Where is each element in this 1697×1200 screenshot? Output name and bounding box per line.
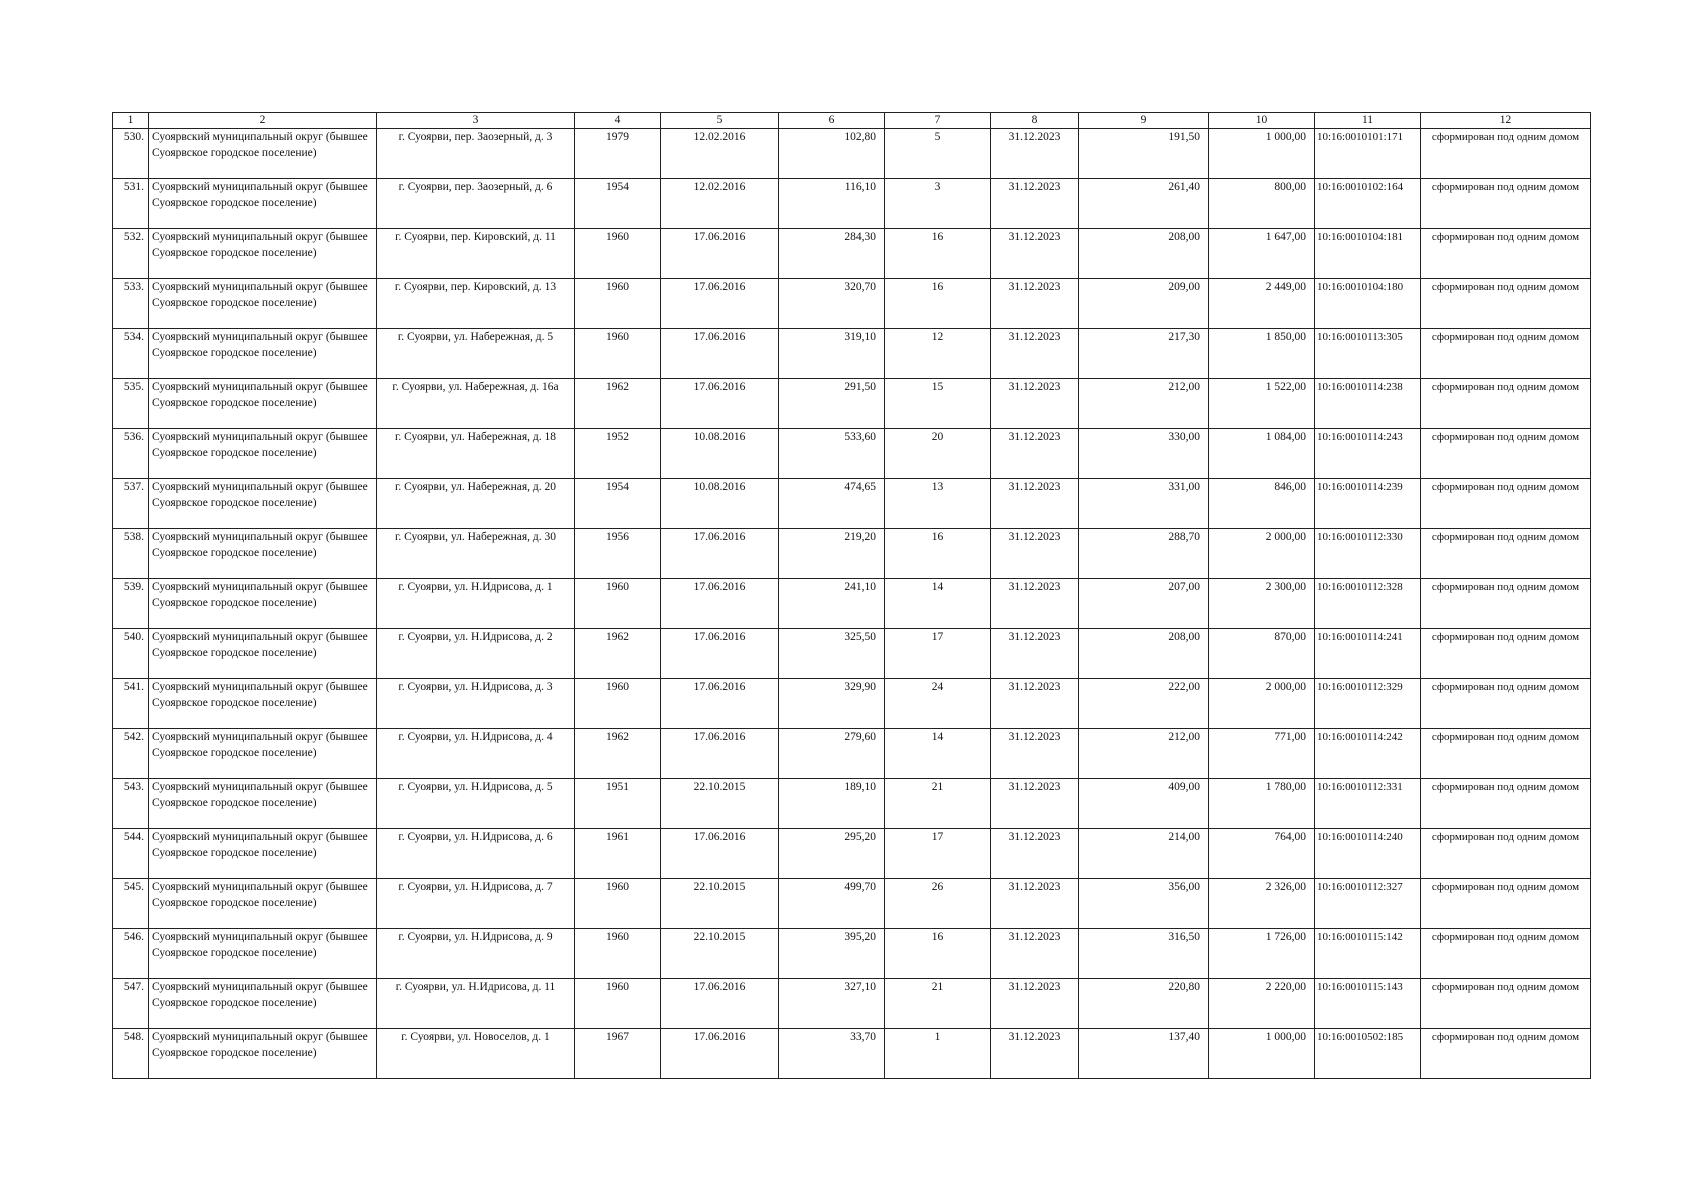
value-cell: 800,00 [1209, 179, 1315, 229]
row-number-cell: 530. [113, 129, 149, 179]
cadastral-number-cell: 10:16:0010114:243 [1315, 429, 1421, 479]
district-cell: Суоярвский муниципальный округ (бывшее Суоярвское городское поселение) [149, 379, 377, 429]
cadastral-number-cell: 10:16:0010114:241 [1315, 629, 1421, 679]
column-header: 1 [113, 113, 149, 129]
date-cell: 17.06.2016 [661, 329, 779, 379]
district-cell: Суоярвский муниципальный округ (бывшее Суоярвское городское поселение) [149, 729, 377, 779]
district-cell: Суоярвский муниципальный округ (бывшее Суоярвское городское поселение) [149, 629, 377, 679]
value-cell: 2 449,00 [1209, 279, 1315, 329]
area-cell: 395,20 [779, 929, 885, 979]
deadline-cell: 31.12.2023 [991, 629, 1079, 679]
table-row [113, 479, 1591, 529]
date-cell: 12.02.2016 [661, 179, 779, 229]
land-area-cell: 137,40 [1079, 1029, 1209, 1079]
status-cell: сформирован под одним домом [1421, 679, 1591, 729]
land-area-cell: 331,00 [1079, 479, 1209, 529]
table-row [113, 1029, 1591, 1079]
row-number-cell: 547. [113, 979, 149, 1029]
cadastral-number-cell: 10:16:0010112:330 [1315, 529, 1421, 579]
residents-cell: 15 [885, 379, 991, 429]
address-cell: г. Суоярви, ул. Набережная, д. 5 [377, 329, 575, 379]
status-cell: сформирован под одним домом [1421, 479, 1591, 529]
date-cell: 17.06.2016 [661, 729, 779, 779]
date-cell: 17.06.2016 [661, 829, 779, 879]
address-cell: г. Суоярви, ул. Набережная, д. 20 [377, 479, 575, 529]
address-cell: г. Суоярви, ул. Набережная, д. 18 [377, 429, 575, 479]
deadline-cell: 31.12.2023 [991, 779, 1079, 829]
year-cell: 1960 [575, 329, 661, 379]
status-cell: сформирован под одним домом [1421, 929, 1591, 979]
land-area-cell: 212,00 [1079, 729, 1209, 779]
land-area-cell: 356,00 [1079, 879, 1209, 929]
value-cell: 1 000,00 [1209, 129, 1315, 179]
deadline-cell: 31.12.2023 [991, 879, 1079, 929]
district-cell: Суоярвский муниципальный округ (бывшее Суоярвское городское поселение) [149, 529, 377, 579]
area-cell: 319,10 [779, 329, 885, 379]
table-body [113, 113, 1591, 1079]
cadastral-number-cell: 10:16:0010112:331 [1315, 779, 1421, 829]
column-header: 3 [377, 113, 575, 129]
value-cell: 2 000,00 [1209, 529, 1315, 579]
cadastral-number-cell: 10:16:0010114:240 [1315, 829, 1421, 879]
land-area-cell: 220,80 [1079, 979, 1209, 1029]
year-cell: 1951 [575, 779, 661, 829]
address-cell: г. Суоярви, пер. Заозерный, д. 6 [377, 179, 575, 229]
district-cell: Суоярвский муниципальный округ (бывшее Суоярвское городское поселение) [149, 829, 377, 879]
address-cell: г. Суоярви, ул. Н.Идрисова, д. 6 [377, 829, 575, 879]
row-number-cell: 543. [113, 779, 149, 829]
year-cell: 1952 [575, 429, 661, 479]
area-cell: 241,10 [779, 579, 885, 629]
date-cell: 22.10.2015 [661, 879, 779, 929]
residents-cell: 5 [885, 129, 991, 179]
year-cell: 1960 [575, 229, 661, 279]
address-cell: г. Суоярви, пер. Кировский, д. 13 [377, 279, 575, 329]
land-area-cell: 191,50 [1079, 129, 1209, 179]
status-cell: сформирован под одним домом [1421, 829, 1591, 879]
deadline-cell: 31.12.2023 [991, 229, 1079, 279]
row-number-cell: 545. [113, 879, 149, 929]
status-cell: сформирован под одним домом [1421, 529, 1591, 579]
row-number-cell: 540. [113, 629, 149, 679]
deadline-cell: 31.12.2023 [991, 329, 1079, 379]
cadastral-number-cell: 10:16:0010115:142 [1315, 929, 1421, 979]
area-cell: 116,10 [779, 179, 885, 229]
value-cell: 1 084,00 [1209, 429, 1315, 479]
column-header: 4 [575, 113, 661, 129]
district-cell: Суоярвский муниципальный округ (бывшее Суоярвское городское поселение) [149, 279, 377, 329]
deadline-cell: 31.12.2023 [991, 679, 1079, 729]
residents-cell: 16 [885, 929, 991, 979]
year-cell: 1962 [575, 729, 661, 779]
value-cell: 1 647,00 [1209, 229, 1315, 279]
year-cell: 1960 [575, 279, 661, 329]
cadastral-number-cell: 10:16:0010114:239 [1315, 479, 1421, 529]
year-cell: 1961 [575, 829, 661, 879]
district-cell: Суоярвский муниципальный округ (бывшее Суоярвское городское поселение) [149, 179, 377, 229]
row-number-cell: 531. [113, 179, 149, 229]
cadastral-number-cell: 10:16:0010101:171 [1315, 129, 1421, 179]
table-row [113, 829, 1591, 879]
date-cell: 12.02.2016 [661, 129, 779, 179]
land-area-cell: 409,00 [1079, 779, 1209, 829]
area-cell: 533,60 [779, 429, 885, 479]
residents-cell: 24 [885, 679, 991, 729]
area-cell: 327,10 [779, 979, 885, 1029]
residents-cell: 20 [885, 429, 991, 479]
row-number-cell: 546. [113, 929, 149, 979]
year-cell: 1962 [575, 629, 661, 679]
area-cell: 320,70 [779, 279, 885, 329]
deadline-cell: 31.12.2023 [991, 379, 1079, 429]
status-cell: сформирован под одним домом [1421, 179, 1591, 229]
value-cell: 870,00 [1209, 629, 1315, 679]
column-header: 11 [1315, 113, 1421, 129]
district-cell: Суоярвский муниципальный округ (бывшее Суоярвское городское поселение) [149, 129, 377, 179]
deadline-cell: 31.12.2023 [991, 479, 1079, 529]
status-cell: сформирован под одним домом [1421, 379, 1591, 429]
address-cell: г. Суоярви, ул. Н.Идрисова, д. 1 [377, 579, 575, 629]
table-row [113, 879, 1591, 929]
table-row [113, 779, 1591, 829]
area-cell: 291,50 [779, 379, 885, 429]
district-cell: Суоярвский муниципальный округ (бывшее Суоярвское городское поселение) [149, 479, 377, 529]
column-number-row [113, 113, 1591, 129]
row-number-cell: 536. [113, 429, 149, 479]
row-number-cell: 542. [113, 729, 149, 779]
table-row [113, 729, 1591, 779]
residents-cell: 17 [885, 829, 991, 879]
date-cell: 17.06.2016 [661, 279, 779, 329]
area-cell: 189,10 [779, 779, 885, 829]
table-row [113, 429, 1591, 479]
row-number-cell: 532. [113, 229, 149, 279]
year-cell: 1960 [575, 679, 661, 729]
value-cell: 2 000,00 [1209, 679, 1315, 729]
status-cell: сформирован под одним домом [1421, 629, 1591, 679]
district-cell: Суоярвский муниципальный округ (бывшее Суоярвское городское поселение) [149, 329, 377, 379]
status-cell: сформирован под одним домом [1421, 879, 1591, 929]
table-row [113, 179, 1591, 229]
housing-table [112, 112, 1591, 1079]
date-cell: 17.06.2016 [661, 229, 779, 279]
column-header: 9 [1079, 113, 1209, 129]
address-cell: г. Суоярви, ул. Н.Идрисова, д. 5 [377, 779, 575, 829]
value-cell: 2 326,00 [1209, 879, 1315, 929]
area-cell: 329,90 [779, 679, 885, 729]
year-cell: 1960 [575, 879, 661, 929]
date-cell: 17.06.2016 [661, 979, 779, 1029]
status-cell: сформирован под одним домом [1421, 979, 1591, 1029]
date-cell: 22.10.2015 [661, 929, 779, 979]
deadline-cell: 31.12.2023 [991, 979, 1079, 1029]
status-cell: сформирован под одним домом [1421, 579, 1591, 629]
status-cell: сформирован под одним домом [1421, 229, 1591, 279]
row-number-cell: 544. [113, 829, 149, 879]
deadline-cell: 31.12.2023 [991, 929, 1079, 979]
area-cell: 279,60 [779, 729, 885, 779]
cadastral-number-cell: 10:16:0010502:185 [1315, 1029, 1421, 1079]
year-cell: 1979 [575, 129, 661, 179]
area-cell: 295,20 [779, 829, 885, 879]
value-cell: 1 726,00 [1209, 929, 1315, 979]
residents-cell: 16 [885, 229, 991, 279]
district-cell: Суоярвский муниципальный округ (бывшее Суоярвское городское поселение) [149, 679, 377, 729]
cadastral-number-cell: 10:16:0010104:181 [1315, 229, 1421, 279]
row-number-cell: 548. [113, 1029, 149, 1079]
document-sheet [112, 112, 1590, 1079]
cadastral-number-cell: 10:16:0010114:238 [1315, 379, 1421, 429]
land-area-cell: 208,00 [1079, 629, 1209, 679]
row-number-cell: 541. [113, 679, 149, 729]
residents-cell: 26 [885, 879, 991, 929]
deadline-cell: 31.12.2023 [991, 529, 1079, 579]
year-cell: 1960 [575, 579, 661, 629]
year-cell: 1960 [575, 929, 661, 979]
land-area-cell: 209,00 [1079, 279, 1209, 329]
column-header: 2 [149, 113, 377, 129]
table-row [113, 129, 1591, 179]
table-row [113, 979, 1591, 1029]
cadastral-number-cell: 10:16:0010115:143 [1315, 979, 1421, 1029]
deadline-cell: 31.12.2023 [991, 429, 1079, 479]
cadastral-number-cell: 10:16:0010114:242 [1315, 729, 1421, 779]
table-row [113, 529, 1591, 579]
cadastral-number-cell: 10:16:0010112:328 [1315, 579, 1421, 629]
status-cell: сформирован под одним домом [1421, 1029, 1591, 1079]
district-cell: Суоярвский муниципальный округ (бывшее Суоярвское городское поселение) [149, 929, 377, 979]
area-cell: 219,20 [779, 529, 885, 579]
residents-cell: 16 [885, 279, 991, 329]
land-area-cell: 222,00 [1079, 679, 1209, 729]
column-header: 5 [661, 113, 779, 129]
table-row [113, 279, 1591, 329]
table-row [113, 679, 1591, 729]
row-number-cell: 533. [113, 279, 149, 329]
land-area-cell: 214,00 [1079, 829, 1209, 879]
land-area-cell: 330,00 [1079, 429, 1209, 479]
year-cell: 1967 [575, 1029, 661, 1079]
residents-cell: 12 [885, 329, 991, 379]
land-area-cell: 217,30 [1079, 329, 1209, 379]
column-header: 7 [885, 113, 991, 129]
table-row [113, 929, 1591, 979]
table-row [113, 379, 1591, 429]
land-area-cell: 316,50 [1079, 929, 1209, 979]
year-cell: 1954 [575, 479, 661, 529]
residents-cell: 16 [885, 529, 991, 579]
deadline-cell: 31.12.2023 [991, 1029, 1079, 1079]
value-cell: 2 300,00 [1209, 579, 1315, 629]
value-cell: 1 780,00 [1209, 779, 1315, 829]
column-header: 6 [779, 113, 885, 129]
row-number-cell: 535. [113, 379, 149, 429]
column-header: 10 [1209, 113, 1315, 129]
address-cell: г. Суоярви, ул. Н.Идрисова, д. 3 [377, 679, 575, 729]
area-cell: 102,80 [779, 129, 885, 179]
date-cell: 17.06.2016 [661, 1029, 779, 1079]
year-cell: 1956 [575, 529, 661, 579]
status-cell: сформирован под одним домом [1421, 729, 1591, 779]
residents-cell: 17 [885, 629, 991, 679]
date-cell: 17.06.2016 [661, 579, 779, 629]
table-row [113, 579, 1591, 629]
value-cell: 764,00 [1209, 829, 1315, 879]
deadline-cell: 31.12.2023 [991, 579, 1079, 629]
status-cell: сформирован под одним домом [1421, 279, 1591, 329]
cadastral-number-cell: 10:16:0010104:180 [1315, 279, 1421, 329]
district-cell: Суоярвский муниципальный округ (бывшее Суоярвское городское поселение) [149, 879, 377, 929]
address-cell: г. Суоярви, пер. Заозерный, д. 3 [377, 129, 575, 179]
table-row [113, 329, 1591, 379]
deadline-cell: 31.12.2023 [991, 179, 1079, 229]
status-cell: сформирован под одним домом [1421, 779, 1591, 829]
address-cell: г. Суоярви, ул. Н.Идрисова, д. 2 [377, 629, 575, 679]
column-header: 12 [1421, 113, 1591, 129]
value-cell: 1 522,00 [1209, 379, 1315, 429]
value-cell: 1 850,00 [1209, 329, 1315, 379]
area-cell: 325,50 [779, 629, 885, 679]
year-cell: 1962 [575, 379, 661, 429]
area-cell: 474,65 [779, 479, 885, 529]
date-cell: 17.06.2016 [661, 379, 779, 429]
date-cell: 17.06.2016 [661, 529, 779, 579]
land-area-cell: 207,00 [1079, 579, 1209, 629]
year-cell: 1960 [575, 979, 661, 1029]
district-cell: Суоярвский муниципальный округ (бывшее Суоярвское городское поселение) [149, 979, 377, 1029]
residents-cell: 3 [885, 179, 991, 229]
row-number-cell: 539. [113, 579, 149, 629]
row-number-cell: 537. [113, 479, 149, 529]
residents-cell: 1 [885, 1029, 991, 1079]
address-cell: г. Суоярви, ул. Набережная, д. 30 [377, 529, 575, 579]
value-cell: 2 220,00 [1209, 979, 1315, 1029]
date-cell: 17.06.2016 [661, 629, 779, 679]
area-cell: 33,70 [779, 1029, 885, 1079]
area-cell: 499,70 [779, 879, 885, 929]
address-cell: г. Суоярви, ул. Новоселов, д. 1 [377, 1029, 575, 1079]
cadastral-number-cell: 10:16:0010112:329 [1315, 679, 1421, 729]
status-cell: сформирован под одним домом [1421, 129, 1591, 179]
residents-cell: 21 [885, 979, 991, 1029]
status-cell: сформирован под одним домом [1421, 329, 1591, 379]
address-cell: г. Суоярви, ул. Н.Идрисова, д. 11 [377, 979, 575, 1029]
deadline-cell: 31.12.2023 [991, 729, 1079, 779]
residents-cell: 14 [885, 729, 991, 779]
deadline-cell: 31.12.2023 [991, 829, 1079, 879]
residents-cell: 14 [885, 579, 991, 629]
address-cell: г. Суоярви, пер. Кировский, д. 11 [377, 229, 575, 279]
address-cell: г. Суоярви, ул. Н.Идрисова, д. 9 [377, 929, 575, 979]
address-cell: г. Суоярви, ул. Набережная, д. 16а [377, 379, 575, 429]
table-row [113, 629, 1591, 679]
value-cell: 771,00 [1209, 729, 1315, 779]
address-cell: г. Суоярви, ул. Н.Идрисова, д. 7 [377, 879, 575, 929]
district-cell: Суоярвский муниципальный округ (бывшее Суоярвское городское поселение) [149, 429, 377, 479]
district-cell: Суоярвский муниципальный округ (бывшее Суоярвское городское поселение) [149, 779, 377, 829]
district-cell: Суоярвский муниципальный округ (бывшее Суоярвское городское поселение) [149, 229, 377, 279]
deadline-cell: 31.12.2023 [991, 279, 1079, 329]
land-area-cell: 261,40 [1079, 179, 1209, 229]
deadline-cell: 31.12.2023 [991, 129, 1079, 179]
date-cell: 10.08.2016 [661, 479, 779, 529]
value-cell: 1 000,00 [1209, 1029, 1315, 1079]
cadastral-number-cell: 10:16:0010112:327 [1315, 879, 1421, 929]
district-cell: Суоярвский муниципальный округ (бывшее Суоярвское городское поселение) [149, 1029, 377, 1079]
date-cell: 22.10.2015 [661, 779, 779, 829]
district-cell: Суоярвский муниципальный округ (бывшее Суоярвское городское поселение) [149, 579, 377, 629]
year-cell: 1954 [575, 179, 661, 229]
status-cell: сформирован под одним домом [1421, 429, 1591, 479]
residents-cell: 13 [885, 479, 991, 529]
table-row [113, 229, 1591, 279]
cadastral-number-cell: 10:16:0010102:164 [1315, 179, 1421, 229]
date-cell: 17.06.2016 [661, 679, 779, 729]
row-number-cell: 534. [113, 329, 149, 379]
column-header: 8 [991, 113, 1079, 129]
address-cell: г. Суоярви, ул. Н.Идрисова, д. 4 [377, 729, 575, 779]
cadastral-number-cell: 10:16:0010113:305 [1315, 329, 1421, 379]
residents-cell: 21 [885, 779, 991, 829]
land-area-cell: 212,00 [1079, 379, 1209, 429]
area-cell: 284,30 [779, 229, 885, 279]
land-area-cell: 288,70 [1079, 529, 1209, 579]
value-cell: 846,00 [1209, 479, 1315, 529]
date-cell: 10.08.2016 [661, 429, 779, 479]
row-number-cell: 538. [113, 529, 149, 579]
land-area-cell: 208,00 [1079, 229, 1209, 279]
